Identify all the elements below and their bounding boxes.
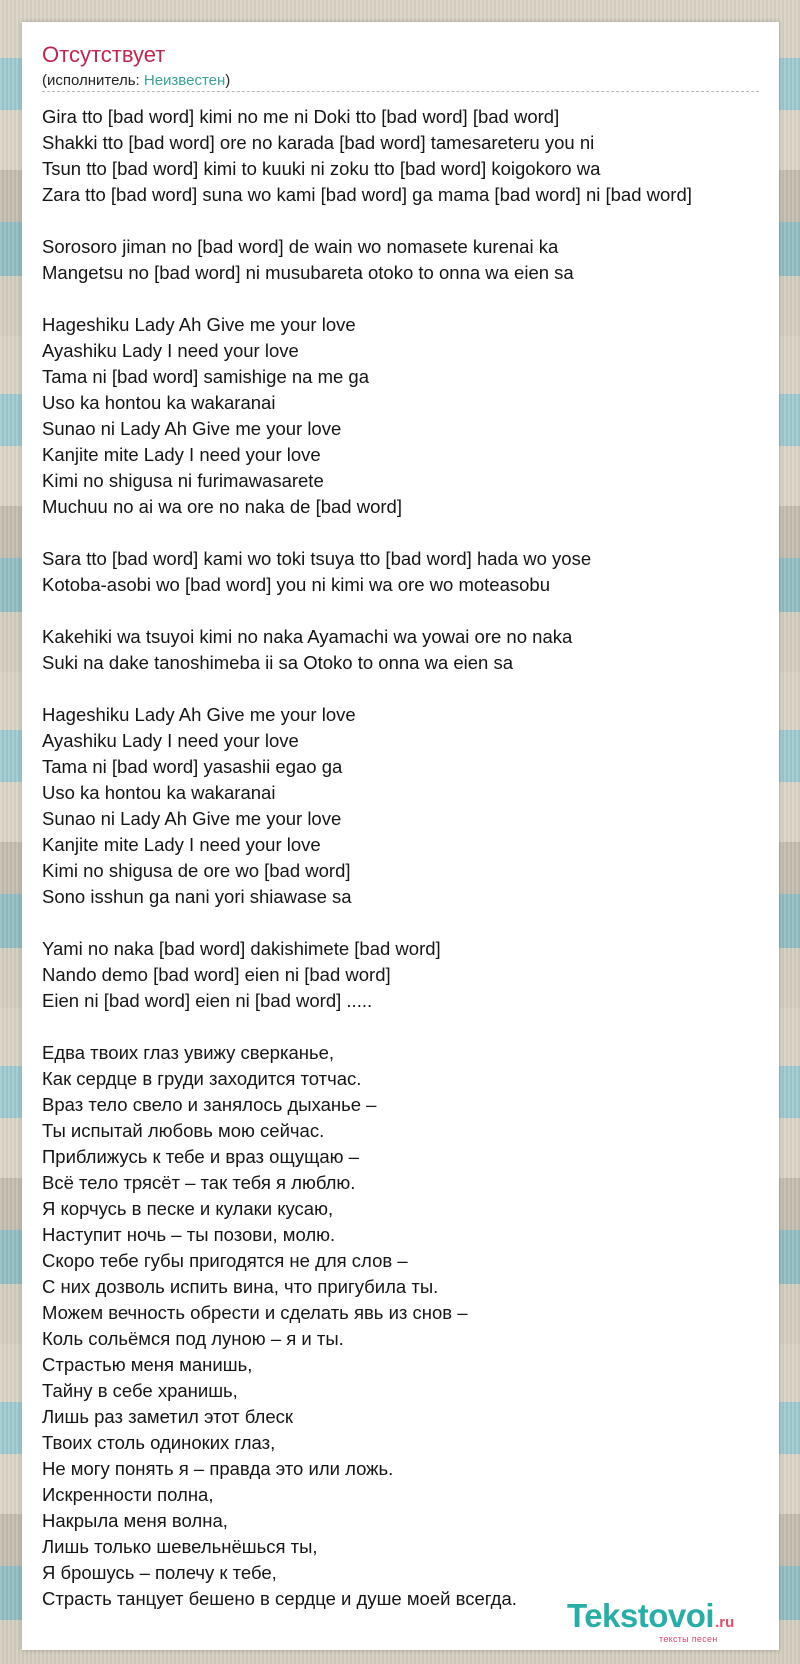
artist-line xyxy=(42,72,759,90)
lyric-line: Hageshiku Lady Ah Give me your love xyxy=(42,314,356,335)
artist-suffix: ) xyxy=(225,72,231,89)
stanza-break xyxy=(42,286,769,312)
logo-name: Tekstovoi xyxy=(567,1597,715,1634)
lyric-line: Ты испытай любовь мою сейчас. xyxy=(42,1120,325,1141)
lyric-line: Всё тело трясёт – так тебя я люблю. xyxy=(42,1172,356,1193)
lyric-line: Hageshiku Lady Ah Give me your love xyxy=(42,704,356,725)
stanza-break xyxy=(42,676,769,702)
lyric-line: Скоро тебе губы пригодятся не для слов – xyxy=(42,1250,408,1271)
lyric-line: Kimi no shigusa de ore wo [bad word] xyxy=(42,860,351,881)
lyric-line: Тайну в себе хранишь, xyxy=(42,1380,238,1401)
lyric-line: Eien ni [bad word] eien ni [bad word] ..... xyxy=(42,990,373,1011)
lyric-line: Я корчусь в песке и кулаки кусаю, xyxy=(42,1198,334,1219)
lyric-line: Sono isshun ga nani yori shiawase sa xyxy=(42,886,352,907)
lyric-line: Kanjite mite Lady I need your love xyxy=(42,834,321,855)
lyric-line: Nando demo [bad word] eien ni [bad word] xyxy=(42,964,391,985)
lyric-line: Ayashiku Lady I need your love xyxy=(42,340,299,361)
lyric-line: Враз тело свело и занялось дыханье – xyxy=(42,1094,377,1115)
lyric-line: Накрыла меня волна, xyxy=(42,1510,228,1531)
lyric-line: Gira tto [bad word] kimi no me ni Doki tto [bad word] [bad word] xyxy=(42,106,560,127)
lyric-line: Tama ni [bad word] yasashii egao ga xyxy=(42,756,343,777)
lyric-line: Kotoba-asobi wo [bad word] you ni kimi wa ore wo moteasobu xyxy=(42,574,550,595)
site-logo[interactable] xyxy=(567,1597,767,1645)
stanza-break xyxy=(42,208,769,234)
header-divider xyxy=(42,91,759,92)
lyric-line: Как сердце в груди заходится тотчас. xyxy=(42,1068,362,1089)
stanza-break xyxy=(42,1014,769,1040)
artist-prefix: (исполнитель: xyxy=(42,72,144,89)
lyric-line: Sunao ni Lady Ah Give me your love xyxy=(42,418,342,439)
lyric-line: Kimi no shigusa ni furimawasarete xyxy=(42,470,324,491)
lyric-line: Искренности полна, xyxy=(42,1484,214,1505)
artist-link[interactable]: Неизвестен xyxy=(143,72,226,89)
lyric-line: Страсть танцует бешено в сердце и душе моей всегда. xyxy=(42,1588,517,1609)
lyric-line: Suki na dake tanoshimeba ii sa Otoko to onna wa eien sa xyxy=(42,652,514,673)
song-title: Отсутствует xyxy=(42,42,166,67)
song-header xyxy=(42,42,759,90)
lyric-line: Sara tto [bad word] kami wo toki tsuya tto [bad word] hada wo yose xyxy=(42,548,592,569)
lyric-line: Я брошусь – полечу к тебе, xyxy=(42,1562,277,1583)
lyric-line: Можем вечность обрести и сделать явь из снов – xyxy=(42,1302,468,1323)
lyric-line: Лишь раз заметил этот блеск xyxy=(42,1406,293,1427)
lyric-line: Не могу понять я – правда это или ложь. xyxy=(42,1458,394,1479)
lyric-line: Твоих столь одиноких глаз, xyxy=(42,1432,276,1453)
lyric-line: Tsun tto [bad word] kimi to kuuki ni zoku tto [bad word] koigokoro wa xyxy=(42,158,601,179)
lyric-line: Приближусь к тебе и враз ощущаю – xyxy=(42,1146,359,1167)
lyric-line: Sunao ni Lady Ah Give me your love xyxy=(42,808,342,829)
lyric-line: Kakehiki wa tsuyoi kimi no naka Ayamachi wa yowai ore no naka xyxy=(42,626,573,647)
lyric-line: Uso ka hontou ka wakaranai xyxy=(42,782,276,803)
lyric-line: Zara tto [bad word] suna wo kami [bad word] ga mama [bad word] ni [bad word] xyxy=(42,184,692,205)
lyric-line: Едва твоих глаз увижу сверканье, xyxy=(42,1042,335,1063)
lyric-line: Kanjite mite Lady I need your love xyxy=(42,444,321,465)
stanza-break xyxy=(42,598,769,624)
lyric-line: С них дозволь испить вина, что пригубила ты. xyxy=(42,1276,439,1297)
lyric-line: Лишь только шевельнёшься ты, xyxy=(42,1536,318,1557)
stanza-break xyxy=(42,910,769,936)
lyric-line: Ayashiku Lady I need your love xyxy=(42,730,299,751)
lyric-line: Yami no naka [bad word] dakishimete [bad word] xyxy=(42,938,441,959)
stanza-break xyxy=(42,520,769,546)
lyrics-text xyxy=(42,104,769,1612)
lyric-line: Uso ka hontou ka wakaranai xyxy=(42,392,276,413)
lyric-line: Muchuu no ai wa ore no naka de [bad word] xyxy=(42,496,402,517)
logo-tagline: тексты песен xyxy=(659,1634,718,1644)
lyric-line: Наступит ночь – ты позови, молю. xyxy=(42,1224,336,1245)
lyric-line: Shakki tto [bad word] ore no karada [bad word] tamesareteru you ni xyxy=(42,132,595,153)
lyric-line: Sorosoro jiman no [bad word] de wain wo nomasete kurenai ka xyxy=(42,236,559,257)
lyric-line: Mangetsu no [bad word] ni musubareta otoko to onna wa eien sa xyxy=(42,262,574,283)
lyric-line: Страстью меня манишь, xyxy=(42,1354,253,1375)
lyrics-card xyxy=(22,22,779,1650)
lyric-line: Tama ni [bad word] samishige na me ga xyxy=(42,366,370,387)
logo-tld: .ru xyxy=(715,1614,735,1631)
lyric-line: Коль сольёмся под луною – я и ты. xyxy=(42,1328,344,1349)
